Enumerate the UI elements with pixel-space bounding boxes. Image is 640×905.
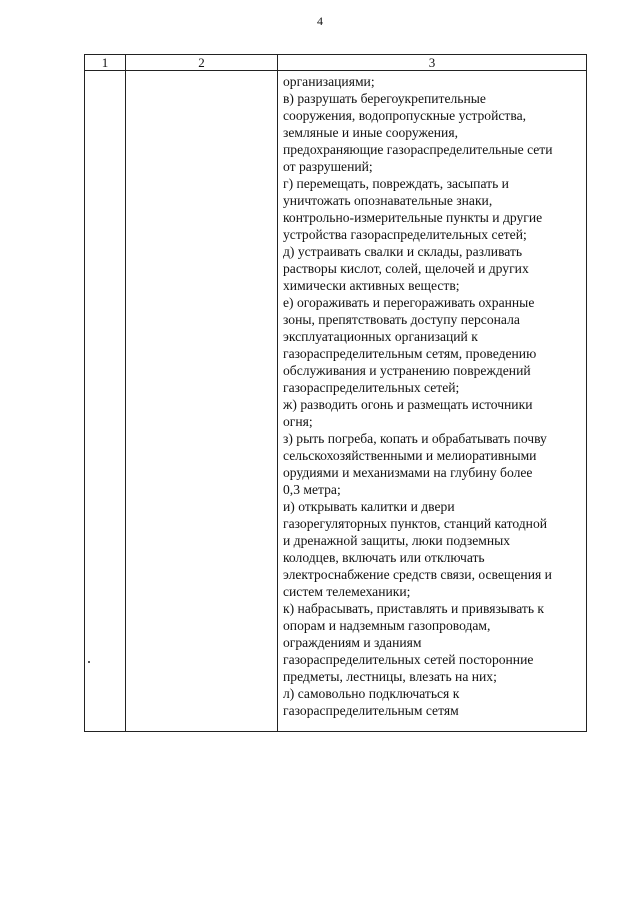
text-line: е) огораживать и перегораживать охранные: [283, 295, 535, 310]
text-line: газораспределительным сетям: [283, 703, 459, 718]
text-line: огня;: [283, 414, 313, 429]
text-line: растворы кислот, солей, щелочей и других: [283, 261, 529, 276]
text-line: ограждениям и зданиям: [283, 635, 422, 650]
page-number: 4: [317, 14, 323, 28]
text-line: д) устраивать свалки и склады, разливать: [283, 244, 523, 259]
text-line: от разрушений;: [283, 159, 373, 174]
text-line: л) самовольно подключаться к: [283, 686, 460, 701]
text-line: з) рыть погреба, копать и обрабатывать почву: [283, 431, 547, 446]
text-line: обслуживания и устранению повреждений: [283, 363, 531, 378]
column-header-2: 2: [126, 55, 278, 71]
text-line: эксплуатационных организаций к: [283, 329, 478, 344]
text-line: опорам и надземным газопроводам,: [283, 618, 491, 633]
text-line: электроснабжение средств связи, освещения и: [283, 567, 552, 582]
table-cell-col1: [85, 71, 126, 732]
text-line: газораспределительных сетей;: [283, 380, 460, 395]
text-line: земляные и иные сооружения,: [283, 125, 458, 140]
text-line: предохраняющие газораспределительные сети: [283, 142, 553, 157]
text-line: предметы, лестницы, влезать на них;: [283, 669, 497, 684]
text-line: устройства газораспределительных сетей;: [283, 227, 527, 242]
text-line: орудиями и механизмами на глубину более: [283, 465, 533, 480]
document-table: [84, 54, 587, 732]
text-line: и) открывать калитки и двери: [283, 499, 455, 514]
text-line: организациями;: [283, 74, 375, 89]
text-line: газорегуляторных пунктов, станций катодной: [283, 516, 548, 531]
table-cell-col2: [126, 71, 278, 732]
column-header-3: 3: [278, 55, 587, 71]
text-line: в) разрушать берегоукрепительные: [283, 91, 486, 106]
text-line: газораспределительных сетей посторонние: [283, 652, 534, 667]
text-line: ж) разводить огонь и размещать источники: [283, 397, 533, 412]
text-line: г) перемещать, повреждать, засыпать и: [283, 176, 509, 191]
text-line: сооружения, водопропускные устройства,: [283, 108, 527, 123]
text-line: к) набрасывать, приставлять и привязывать к: [283, 601, 545, 616]
text-line: химически активных веществ;: [283, 278, 460, 293]
text-line: и дренажной защиты, люки подземных: [283, 533, 511, 548]
table-row: [85, 71, 587, 732]
text-line: сельскохозяйственными и мелиоративными: [283, 448, 537, 463]
table-cell-col3: [278, 71, 587, 732]
text-line: контрольно-измерительные пункты и другие: [283, 210, 543, 225]
text-line: газораспределительным сетям, проведению: [283, 346, 537, 361]
column-header-1: 1: [85, 55, 126, 71]
text-line: колодцев, включать или отключать: [283, 550, 485, 565]
text-line: 0,3 метра;: [283, 482, 341, 497]
text-line: уничтожать опознавательные знаки,: [283, 193, 493, 208]
text-line: зоны, препятствовать доступу персонала: [283, 312, 520, 327]
text-line: систем телемеханики;: [283, 584, 411, 599]
table-header-row: [85, 55, 587, 71]
scan-speck: [88, 661, 90, 663]
